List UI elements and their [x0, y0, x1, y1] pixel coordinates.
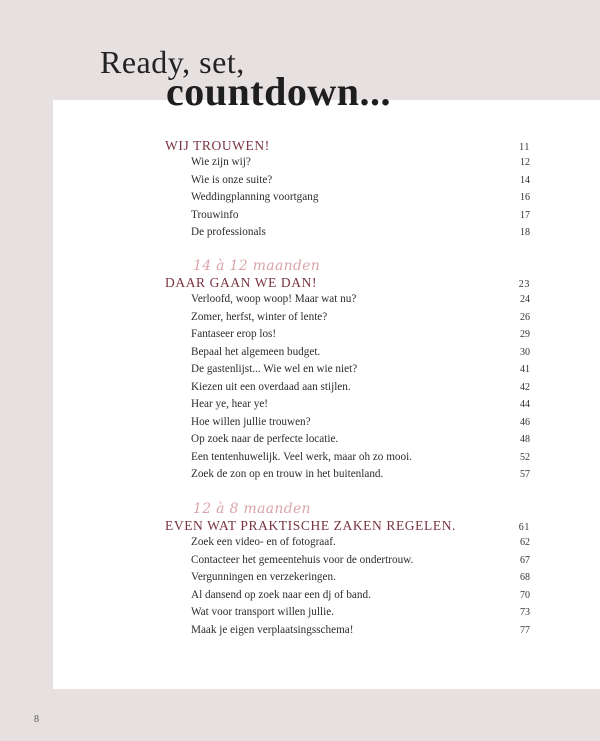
- entry-page: 29: [520, 329, 530, 340]
- section-heading-label: EVEN WAT PRAKTISCHE ZAKEN REGELEN.: [165, 518, 457, 533]
- toc-entry[interactable]: [165, 156, 530, 174]
- entry-page: 62: [520, 537, 530, 548]
- toc-entry[interactable]: [165, 554, 530, 572]
- section-heading[interactable]: [165, 275, 530, 293]
- entry-label: Verloofd, woop woop! Maar wat nu?: [191, 293, 357, 305]
- toc-entry[interactable]: [165, 571, 530, 589]
- toc-entry[interactable]: [165, 346, 530, 364]
- toc-entry[interactable]: [165, 433, 530, 451]
- entry-label: Maak je eigen verplaatsingsschema!: [191, 623, 354, 636]
- entry-label: Op zoek naar de perfecte locatie.: [191, 433, 339, 445]
- entry-label: Al dansend op zoek naar een dj of band.: [191, 588, 371, 601]
- toc-section-2: [165, 258, 530, 486]
- entry-label: Kiezen uit een overdaad aan stijlen.: [191, 380, 351, 393]
- toc-section-1: [165, 138, 530, 244]
- entry-page: 70: [520, 589, 530, 601]
- entry-label: Contacteer het gemeentehuis voor de ondertrouw.: [191, 553, 414, 566]
- toc-entry[interactable]: [165, 468, 530, 486]
- entry-page: 16: [520, 192, 530, 203]
- entry-page: 46: [520, 416, 530, 428]
- entry-page: 73: [520, 607, 530, 618]
- timeframe-label: 12 à 8 maanden: [193, 501, 311, 517]
- page-number: 8: [34, 714, 39, 725]
- entry-label: Fantaseer erop los!: [191, 328, 277, 340]
- entry-page: 48: [520, 434, 530, 445]
- toc-entry[interactable]: [165, 536, 530, 554]
- toc-entry[interactable]: [165, 209, 530, 227]
- entry-page: 68: [520, 572, 530, 583]
- entry-page: 18: [520, 227, 530, 238]
- toc-entry[interactable]: [165, 311, 530, 329]
- entry-label: Zoek een video- en of fotograaf.: [191, 536, 336, 548]
- toc-section-3: [165, 501, 530, 641]
- section-heading[interactable]: [165, 138, 530, 156]
- entry-page: 41: [520, 364, 530, 375]
- toc-entry[interactable]: [165, 381, 530, 399]
- entry-label: Bepaal het algemeen budget.: [191, 345, 321, 358]
- toc-entry[interactable]: [165, 398, 530, 416]
- toc-entry[interactable]: [165, 451, 530, 469]
- section-heading[interactable]: [165, 518, 530, 536]
- toc-entry[interactable]: [165, 589, 530, 607]
- toc-entry[interactable]: [165, 416, 530, 434]
- entry-page: 30: [520, 346, 530, 358]
- entry-label: Wat voor transport willen jullie.: [191, 606, 334, 618]
- entry-label: Zomer, herfst, winter of lente?: [191, 310, 328, 323]
- entry-label: Trouwinfo: [191, 208, 239, 221]
- entry-label: Hoe willen jullie trouwen?: [191, 415, 311, 428]
- title-line-2: countdown...: [166, 69, 391, 114]
- toc-entry[interactable]: [165, 226, 530, 244]
- entry-label: Wie is onze suite?: [191, 173, 273, 186]
- entry-label: Hear ye, hear ye!: [191, 398, 269, 410]
- entry-label: Een tentenhuwelijk. Veel werk, maar oh zo mooi.: [191, 450, 412, 463]
- entry-page: 12: [520, 157, 530, 168]
- entry-page: 44: [520, 399, 530, 410]
- timeframe-label: 14 à 12 maanden: [193, 258, 321, 274]
- entry-label: Wie zijn wij?: [191, 156, 251, 168]
- entry-label: Zoek de zon op en trouw in het buitenland.: [191, 468, 384, 480]
- toc-entry[interactable]: [165, 328, 530, 346]
- entry-page: 14: [520, 174, 530, 186]
- entry-page: 57: [520, 469, 530, 480]
- section-heading-page: 61: [518, 522, 530, 533]
- entry-label: Vergunningen en verzekeringen.: [191, 571, 336, 583]
- toc-entry[interactable]: [165, 606, 530, 624]
- entry-page: 42: [520, 381, 530, 393]
- entry-page: 24: [520, 294, 530, 305]
- toc-entry[interactable]: [165, 191, 530, 209]
- entry-page: 17: [520, 209, 530, 221]
- section-heading-label: DAAR GAAN WE DAN!: [165, 275, 318, 290]
- title-line-1: Ready, set,: [100, 44, 245, 80]
- section-heading-label: WIJ TROUWEN!: [165, 138, 270, 153]
- entry-page: 77: [520, 624, 530, 636]
- entry-label: De professionals: [191, 226, 266, 238]
- section-heading-page: 11: [519, 142, 530, 153]
- toc-entry[interactable]: [165, 624, 530, 642]
- entry-page: 26: [520, 311, 530, 323]
- entry-page: 67: [520, 554, 530, 566]
- section-heading-page: 23: [518, 279, 530, 290]
- toc-entry[interactable]: [165, 174, 530, 192]
- entry-label: De gastenlijst... Wie wel en wie niet?: [191, 363, 358, 375]
- toc-entry[interactable]: [165, 363, 530, 381]
- entry-label: Weddingplanning voortgang: [191, 191, 319, 203]
- entry-page: 52: [520, 451, 530, 463]
- toc-entry[interactable]: [165, 293, 530, 311]
